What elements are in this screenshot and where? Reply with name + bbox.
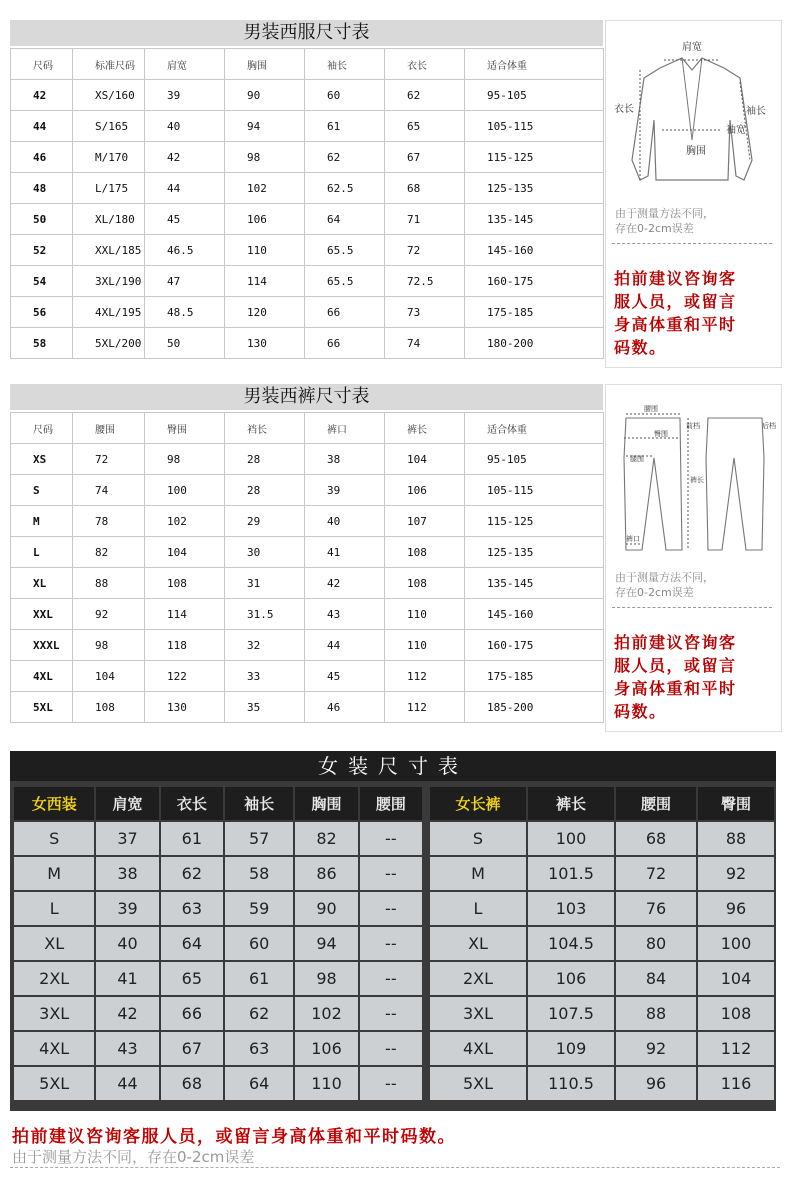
pants-table-row xyxy=(11,661,604,692)
suit-cell: 125-135 xyxy=(465,173,604,204)
suit-cell: 130 xyxy=(225,328,305,359)
women-jacket-cell: 98 xyxy=(295,962,357,995)
suit-cell: 48 xyxy=(11,173,73,204)
women-trousers-cell: 68 xyxy=(616,822,696,855)
suit-cell: XL/180 xyxy=(73,204,145,235)
women-jacket-table-row xyxy=(14,822,422,855)
pants-cell: 115-125 xyxy=(465,506,604,537)
women-jacket-cell: 4XL xyxy=(14,1032,94,1065)
women-trousers-cell: 92 xyxy=(698,857,774,890)
pants-cell: 82 xyxy=(73,537,145,568)
suit-cell: 50 xyxy=(11,204,73,235)
suit-table-row xyxy=(11,80,604,111)
suit-cell: 50 xyxy=(145,328,225,359)
pants-cell: 108 xyxy=(385,568,465,599)
women-jacket-cell: XL xyxy=(14,927,94,960)
women-jacket-cell: 90 xyxy=(295,892,357,925)
women-trousers-cell: 88 xyxy=(616,997,696,1030)
pants-header-cell: 裤长 xyxy=(385,413,465,444)
pants-cell: 108 xyxy=(73,692,145,723)
women-trousers-cell: 84 xyxy=(616,962,696,995)
suit-cell: 160-175 xyxy=(465,266,604,297)
pants-cell: 98 xyxy=(73,630,145,661)
suit-table-row xyxy=(11,142,604,173)
suit-table-title: 男装西服尺寸表 xyxy=(10,20,603,46)
suit-cell: 67 xyxy=(385,142,465,173)
women-trousers-cell: 100 xyxy=(698,927,774,960)
suit-cell: 66 xyxy=(305,297,385,328)
pants-cell: 135-145 xyxy=(465,568,604,599)
women-jacket-cell: 62 xyxy=(161,857,223,890)
women-trousers-cell: S xyxy=(430,822,526,855)
women-jacket-cell: 68 xyxy=(161,1067,223,1100)
pants-cell: 29 xyxy=(225,506,305,537)
suit-cell: 106 xyxy=(225,204,305,235)
back-rise-label: 后档 xyxy=(762,422,776,430)
women-jacket-cell: -- xyxy=(360,927,422,960)
women-jacket-table-row xyxy=(14,927,422,960)
suit-cell: 46 xyxy=(11,142,73,173)
women-trousers-table-row xyxy=(430,1032,774,1065)
pants-cell: 5XL xyxy=(11,692,73,723)
front-rise-label: 前档 xyxy=(686,422,700,430)
suit-cell: M/170 xyxy=(73,142,145,173)
pants-cell: 112 xyxy=(385,661,465,692)
pants-cell: 100 xyxy=(145,475,225,506)
suit-cell: 44 xyxy=(145,173,225,204)
pants-cell: 106 xyxy=(385,475,465,506)
cuff-label: 袖宽 xyxy=(726,125,746,136)
suit-header-row xyxy=(11,49,604,80)
suit-cell: 46.5 xyxy=(145,235,225,266)
pants-cell: 39 xyxy=(305,475,385,506)
women-jacket-header-cell: 腰围 xyxy=(360,787,422,820)
suit-cell: 62 xyxy=(385,80,465,111)
pants-cell: 35 xyxy=(225,692,305,723)
women-jacket-cell: 42 xyxy=(96,997,158,1030)
women-jacket-cell: 37 xyxy=(96,822,158,855)
suit-table-row xyxy=(11,173,604,204)
suit-cell: 98 xyxy=(225,142,305,173)
women-trousers-cell: 108 xyxy=(698,997,774,1030)
pants-cell: 108 xyxy=(145,568,225,599)
suit-cell: 60 xyxy=(305,80,385,111)
women-trousers-cell: 80 xyxy=(616,927,696,960)
women-jacket-cell: 110 xyxy=(295,1067,357,1100)
suit-cell: 56 xyxy=(11,297,73,328)
women-trousers-table-row xyxy=(430,962,774,995)
suit-cell: 74 xyxy=(385,328,465,359)
suit-cell: 44 xyxy=(11,111,73,142)
suit-table-row xyxy=(11,111,604,142)
pants-cell: 122 xyxy=(145,661,225,692)
suit-cell: 42 xyxy=(145,142,225,173)
women-jacket-table-row xyxy=(14,1032,422,1065)
women-trousers-cell: M xyxy=(430,857,526,890)
suit-cell: 94 xyxy=(225,111,305,142)
women-jacket-header-cell: 肩宽 xyxy=(96,787,158,820)
pants-cell: 72 xyxy=(73,444,145,475)
women-jacket-cell: S xyxy=(14,822,94,855)
suit-cell: 95-105 xyxy=(465,80,604,111)
pants-cell: 110 xyxy=(385,599,465,630)
pants-cell: 105-115 xyxy=(465,475,604,506)
women-trousers-cell: 110.5 xyxy=(528,1067,614,1100)
pants-cell: 98 xyxy=(145,444,225,475)
suit-cell: 54 xyxy=(11,266,73,297)
women-divider xyxy=(10,1167,780,1168)
suit-table-row xyxy=(11,204,604,235)
women-jacket-header-cell: 衣长 xyxy=(161,787,223,820)
women-jacket-cell: 66 xyxy=(161,997,223,1030)
pants-note-grey: 由于测量方法不同， 存在0-2cm误差 xyxy=(615,571,714,599)
women-trousers-table-row xyxy=(430,1067,774,1100)
women-jacket-cell: 44 xyxy=(96,1067,158,1100)
suit-cell: 73 xyxy=(385,297,465,328)
pants-cell: 41 xyxy=(305,537,385,568)
suit-cell: 145-160 xyxy=(465,235,604,266)
women-jacket-table xyxy=(12,785,424,1102)
suit-table-row xyxy=(11,297,604,328)
women-jacket-cell: -- xyxy=(360,1067,422,1100)
suit-cell: 71 xyxy=(385,204,465,235)
women-trousers-cell: 109 xyxy=(528,1032,614,1065)
pants-cell: S xyxy=(11,475,73,506)
chest-label: 胸围 xyxy=(686,146,706,157)
pants-cell: XL xyxy=(11,568,73,599)
pants-cell: 102 xyxy=(145,506,225,537)
pants-cell: 95-105 xyxy=(465,444,604,475)
women-jacket-cell: 64 xyxy=(161,927,223,960)
women-jacket-table-row xyxy=(14,892,422,925)
women-trousers-table-row xyxy=(430,892,774,925)
pants-cell: 160-175 xyxy=(465,630,604,661)
suit-divider xyxy=(612,243,772,244)
pants-cell: L xyxy=(11,537,73,568)
women-jacket-cell: 63 xyxy=(225,1032,293,1065)
women-trousers-cell: 103 xyxy=(528,892,614,925)
pants-table-row xyxy=(11,537,604,568)
suit-header-cell: 胸围 xyxy=(225,49,305,80)
hem-label: 裤口 xyxy=(626,535,640,543)
pants-cell: 88 xyxy=(73,568,145,599)
women-jacket-cell: 94 xyxy=(295,927,357,960)
women-trousers-cell: 4XL xyxy=(430,1032,526,1065)
pants-table-row xyxy=(11,692,604,723)
suit-header-cell: 适合体重 xyxy=(465,49,604,80)
women-trousers-cell: 107.5 xyxy=(528,997,614,1030)
women-jacket-cell: 106 xyxy=(295,1032,357,1065)
pants-header-cell: 臀围 xyxy=(145,413,225,444)
pants-header-cell: 腰围 xyxy=(73,413,145,444)
suit-cell: 42 xyxy=(11,80,73,111)
pants-cell: XXXL xyxy=(11,630,73,661)
suit-cell: 120 xyxy=(225,297,305,328)
pants-cell: 4XL xyxy=(11,661,73,692)
women-trousers-header-cell: 臀围 xyxy=(698,787,774,820)
women-jacket-cell: 41 xyxy=(96,962,158,995)
women-jacket-cell: -- xyxy=(360,997,422,1030)
pants-cell: 33 xyxy=(225,661,305,692)
women-trousers-cell: 112 xyxy=(698,1032,774,1065)
suit-cell: 4XL/195 xyxy=(73,297,145,328)
pants-table-row xyxy=(11,506,604,537)
pants-cell: 104 xyxy=(145,537,225,568)
suit-cell: XXL/185 xyxy=(73,235,145,266)
women-jacket-table-row xyxy=(14,857,422,890)
women-jacket-cell: 40 xyxy=(96,927,158,960)
women-jacket-cell: 61 xyxy=(225,962,293,995)
pants-cell: 28 xyxy=(225,444,305,475)
women-jacket-cell: 65 xyxy=(161,962,223,995)
suit-cell: 90 xyxy=(225,80,305,111)
suit-cell: 62 xyxy=(305,142,385,173)
women-jacket-cell: -- xyxy=(360,1032,422,1065)
pants-cell: 130 xyxy=(145,692,225,723)
suit-cell: L/175 xyxy=(73,173,145,204)
women-jacket-cell: -- xyxy=(360,892,422,925)
hip-label: 臀围 xyxy=(654,430,668,438)
pants-cell: 32 xyxy=(225,630,305,661)
women-jacket-header-row xyxy=(14,787,422,820)
women-trousers-cell: 2XL xyxy=(430,962,526,995)
women-jacket-cell: -- xyxy=(360,857,422,890)
pants-cell: 118 xyxy=(145,630,225,661)
pants-cell: M xyxy=(11,506,73,537)
women-jacket-cell: 64 xyxy=(225,1067,293,1100)
length-label: 衣长 xyxy=(614,104,634,115)
pants-cell: XXL xyxy=(11,599,73,630)
pants-cell: 46 xyxy=(305,692,385,723)
pants-cell: 74 xyxy=(73,475,145,506)
women-jacket-cell: 43 xyxy=(96,1032,158,1065)
suit-cell: 114 xyxy=(225,266,305,297)
suit-cell: 65 xyxy=(385,111,465,142)
pants-cell: 92 xyxy=(73,599,145,630)
pants-table-row xyxy=(11,568,604,599)
suit-table-row xyxy=(11,328,604,359)
pants-cell: 31 xyxy=(225,568,305,599)
women-jacket-cell: 2XL xyxy=(14,962,94,995)
suit-table-row xyxy=(11,266,604,297)
women-trousers-cell: 101.5 xyxy=(528,857,614,890)
pants-cell: 114 xyxy=(145,599,225,630)
women-trousers-cell: 92 xyxy=(616,1032,696,1065)
women-jacket-cell: 67 xyxy=(161,1032,223,1065)
suit-cell: 52 xyxy=(11,235,73,266)
women-jacket-cell: 63 xyxy=(161,892,223,925)
pants-cell: 104 xyxy=(73,661,145,692)
trousers-diagram xyxy=(612,398,776,558)
pants-cell: 42 xyxy=(305,568,385,599)
thigh-label: 腿围 xyxy=(630,455,644,463)
suit-cell: 61 xyxy=(305,111,385,142)
women-jacket-cell: 58 xyxy=(225,857,293,890)
pants-table-row xyxy=(11,630,604,661)
pants-cell: 110 xyxy=(385,630,465,661)
pants-cell: 78 xyxy=(73,506,145,537)
women-trousers-cell: 76 xyxy=(616,892,696,925)
women-trousers-cell: 96 xyxy=(698,892,774,925)
pants-cell: 145-160 xyxy=(465,599,604,630)
suit-header-cell: 肩宽 xyxy=(145,49,225,80)
women-trousers-header-cell: 女长裤 xyxy=(430,787,526,820)
pants-cell: 44 xyxy=(305,630,385,661)
suit-header-cell: 尺码 xyxy=(11,49,73,80)
women-jacket-cell: 62 xyxy=(225,997,293,1030)
women-trousers-cell: 100 xyxy=(528,822,614,855)
pants-table-row xyxy=(11,475,604,506)
suit-cell: 72 xyxy=(385,235,465,266)
suit-note-grey: 由于测量方法不同， 存在0-2cm误差 xyxy=(615,207,714,235)
pants-cell: 108 xyxy=(385,537,465,568)
women-jacket-header-cell: 女西装 xyxy=(14,787,94,820)
women-trousers-table xyxy=(428,785,776,1102)
women-jacket-cell: 61 xyxy=(161,822,223,855)
women-trousers-cell: XL xyxy=(430,927,526,960)
suit-cell: 65.5 xyxy=(305,266,385,297)
women-trousers-cell: L xyxy=(430,892,526,925)
pants-cell: 104 xyxy=(385,444,465,475)
women-jacket-cell: 57 xyxy=(225,822,293,855)
women-jacket-cell: 3XL xyxy=(14,997,94,1030)
sleeve-label: 袖长 xyxy=(746,106,766,117)
women-trousers-table-row xyxy=(430,857,774,890)
women-trousers-header-cell: 腰围 xyxy=(616,787,696,820)
suit-cell: 47 xyxy=(145,266,225,297)
suit-cell: 115-125 xyxy=(465,142,604,173)
suit-cell: 39 xyxy=(145,80,225,111)
women-trousers-cell: 96 xyxy=(616,1067,696,1100)
women-jacket-cell: 60 xyxy=(225,927,293,960)
suit-cell: 48.5 xyxy=(145,297,225,328)
women-jacket-cell: 39 xyxy=(96,892,158,925)
suit-table-row xyxy=(11,235,604,266)
suit-cell: 175-185 xyxy=(465,297,604,328)
suit-size-table xyxy=(10,48,604,359)
women-jacket-cell: 82 xyxy=(295,822,357,855)
pants-divider xyxy=(612,607,772,608)
suit-cell: 65.5 xyxy=(305,235,385,266)
pants-cell: 38 xyxy=(305,444,385,475)
pants-cell: 125-135 xyxy=(465,537,604,568)
women-note-red: 拍前建议咨询客服人员，或留言身高体重和平时码数。 xyxy=(12,1127,456,1147)
shoulder-label: 肩宽 xyxy=(682,42,702,53)
suit-header-cell: 标准尺码 xyxy=(73,49,145,80)
suit-cell: 68 xyxy=(385,173,465,204)
women-table-title: 女装尺寸表 xyxy=(10,751,776,781)
women-jacket-table-row xyxy=(14,962,422,995)
women-trousers-cell: 72 xyxy=(616,857,696,890)
women-jacket-cell: L xyxy=(14,892,94,925)
women-jacket-cell: -- xyxy=(360,822,422,855)
pants-cell: 31.5 xyxy=(225,599,305,630)
pants-cell: 30 xyxy=(225,537,305,568)
pants-cell: 43 xyxy=(305,599,385,630)
pants-table-row xyxy=(11,599,604,630)
suit-cell: 66 xyxy=(305,328,385,359)
pants-header-row xyxy=(11,413,604,444)
pants-header-cell: 裤口 xyxy=(305,413,385,444)
pants-header-cell: 裆长 xyxy=(225,413,305,444)
pants-header-cell: 适合体重 xyxy=(465,413,604,444)
suit-note-red: 拍前建议咨询客 服人员，或留言 身高体重和平时 码数。 xyxy=(614,269,737,357)
suit-cell: 45 xyxy=(145,204,225,235)
women-trousers-header-cell: 裤长 xyxy=(528,787,614,820)
suit-cell: 135-145 xyxy=(465,204,604,235)
women-jacket-cell: -- xyxy=(360,962,422,995)
women-jacket-cell: 102 xyxy=(295,997,357,1030)
women-jacket-header-cell: 袖长 xyxy=(225,787,293,820)
pants-cell: 45 xyxy=(305,661,385,692)
women-trousers-cell: 106 xyxy=(528,962,614,995)
pants-cell: 40 xyxy=(305,506,385,537)
pants-table-title: 男装西裤尺寸表 xyxy=(10,384,603,410)
suit-cell: 5XL/200 xyxy=(73,328,145,359)
women-trousers-cell: 5XL xyxy=(430,1067,526,1100)
women-trousers-header-row xyxy=(430,787,774,820)
women-trousers-cell: 116 xyxy=(698,1067,774,1100)
women-jacket-cell: M xyxy=(14,857,94,890)
women-trousers-table-row xyxy=(430,927,774,960)
pants-note-red: 拍前建议咨询客 服人员，或留言 身高体重和平时 码数。 xyxy=(614,633,737,721)
pants-table-row xyxy=(11,444,604,475)
women-jacket-cell: 38 xyxy=(96,857,158,890)
suit-cell: 40 xyxy=(145,111,225,142)
pants-cell: 185-200 xyxy=(465,692,604,723)
suit-cell: 72.5 xyxy=(385,266,465,297)
pants-cell: 112 xyxy=(385,692,465,723)
pants-length-label: 裤长 xyxy=(690,476,704,484)
suit-header-cell: 袖长 xyxy=(305,49,385,80)
women-note-grey: 由于测量方法不同，存在0-2cm误差 xyxy=(12,1148,255,1166)
women-jacket-cell: 59 xyxy=(225,892,293,925)
pants-cell: 175-185 xyxy=(465,661,604,692)
suit-cell: 105-115 xyxy=(465,111,604,142)
suit-cell: 64 xyxy=(305,204,385,235)
suit-cell: 3XL/190 xyxy=(73,266,145,297)
suit-cell: XS/160 xyxy=(73,80,145,111)
suit-cell: 180-200 xyxy=(465,328,604,359)
women-jacket-header-cell: 胸围 xyxy=(295,787,357,820)
jacket-diagram xyxy=(612,30,772,200)
suit-cell: 110 xyxy=(225,235,305,266)
women-trousers-table-row xyxy=(430,997,774,1030)
suit-cell: 62.5 xyxy=(305,173,385,204)
women-trousers-cell: 104 xyxy=(698,962,774,995)
pants-size-table xyxy=(10,412,604,723)
women-jacket-table-row xyxy=(14,997,422,1030)
women-trousers-cell: 88 xyxy=(698,822,774,855)
suit-cell: 102 xyxy=(225,173,305,204)
suit-cell: S/165 xyxy=(73,111,145,142)
women-trousers-table-row xyxy=(430,822,774,855)
pants-cell: 107 xyxy=(385,506,465,537)
women-trousers-cell: 104.5 xyxy=(528,927,614,960)
pants-cell: XS xyxy=(11,444,73,475)
women-jacket-table-row xyxy=(14,1067,422,1100)
women-jacket-cell: 86 xyxy=(295,857,357,890)
pants-cell: 28 xyxy=(225,475,305,506)
suit-header-cell: 衣长 xyxy=(385,49,465,80)
waist-label: 腰围 xyxy=(644,405,658,413)
suit-cell: 58 xyxy=(11,328,73,359)
pants-header-cell: 尺码 xyxy=(11,413,73,444)
women-jacket-cell: 5XL xyxy=(14,1067,94,1100)
women-trousers-cell: 3XL xyxy=(430,997,526,1030)
